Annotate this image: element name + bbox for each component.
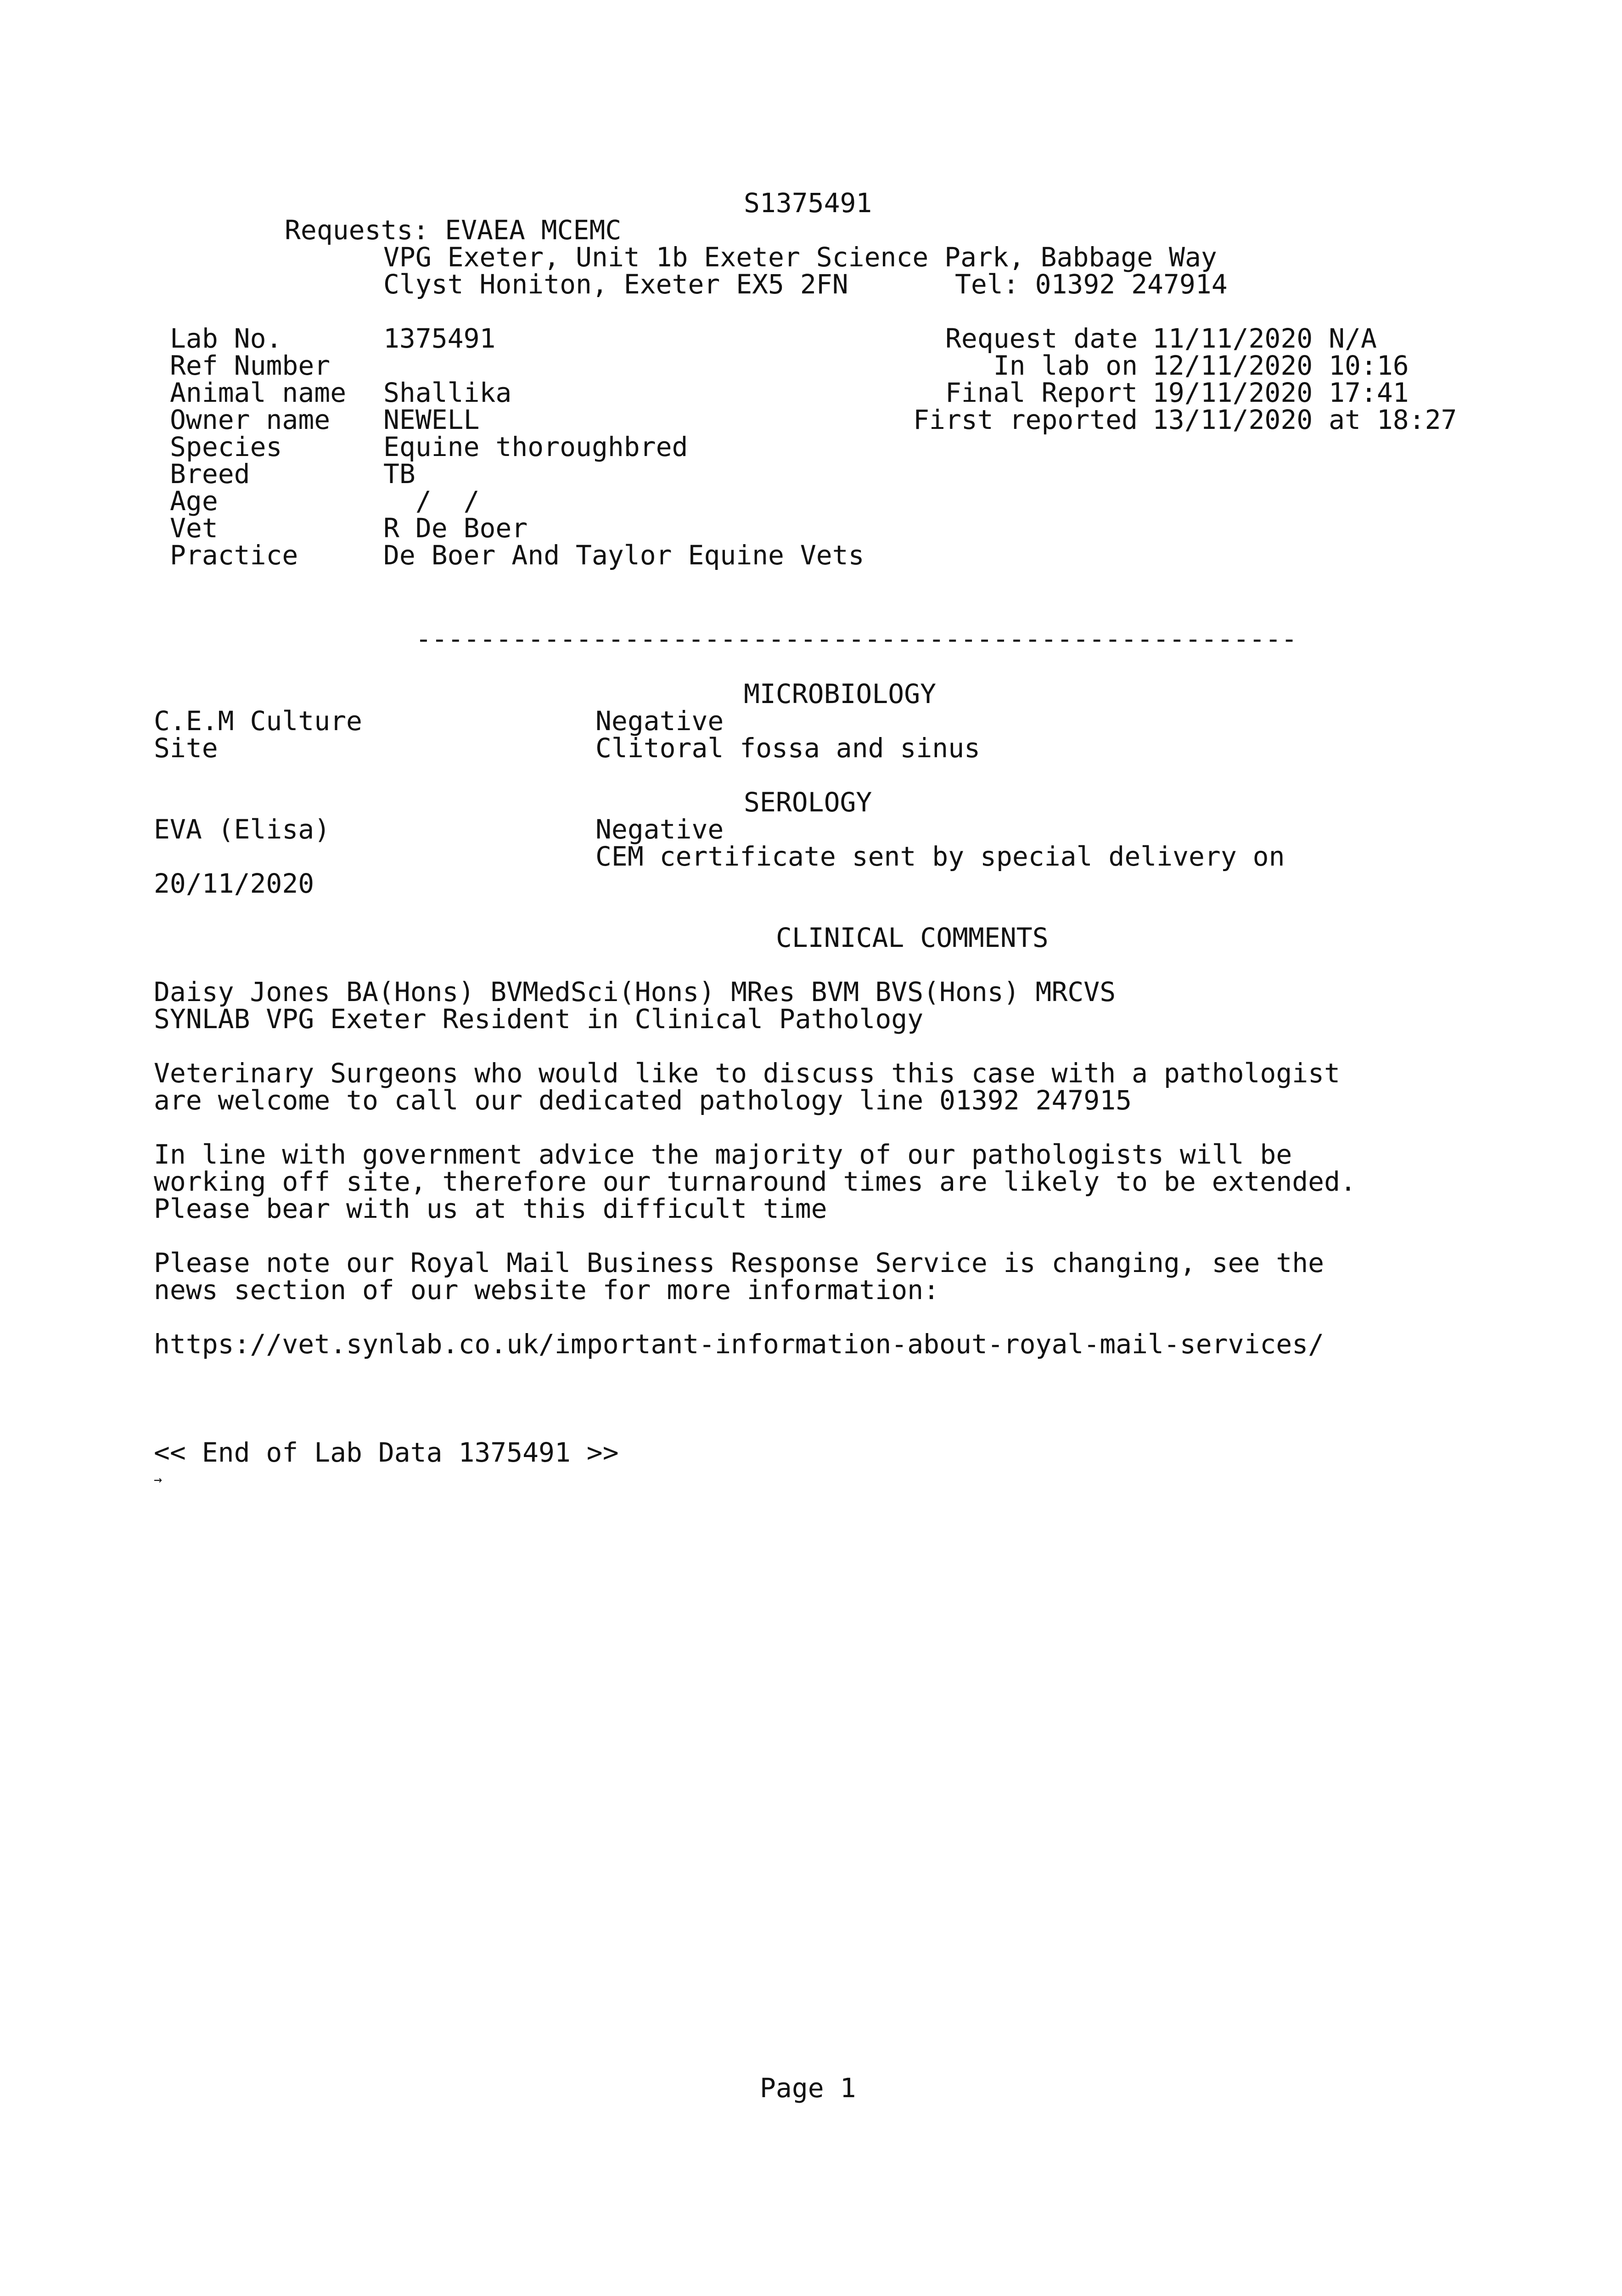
end-of-lab-data: << End of Lab Data 1375491 >> [154, 1437, 619, 1468]
arrow-icon: → [154, 1472, 163, 1488]
result-value-site: Clitoral fossa and sinus [595, 732, 981, 764]
date-value-first-reported: 13/11/2020 at 18:27 [1152, 404, 1457, 435]
field-value-lab-no: 1375491 [383, 323, 496, 354]
field-label-animal-name: Animal name [170, 377, 347, 408]
field-label-age: Age [170, 485, 218, 517]
royal-mail-info-link[interactable]: https://vet.synlab.co.uk/important-information-about-royal-mail-services/ [154, 1328, 1325, 1360]
signature-title: SYNLAB VPG Exeter Resident in Clinical Pathology [154, 1003, 924, 1035]
lab-telephone: Tel: 01392 247914 [955, 269, 1228, 300]
serology-heading: SEROLOGY [744, 787, 872, 818]
comment-para2-line3: Please bear with us at this difficult time [154, 1193, 827, 1224]
requests-line: Requests: EVAEA MCEMC [285, 214, 622, 246]
comment-para1-line1: Veterinary Surgeons who would like to discuss this case with a pathologist [154, 1058, 1341, 1089]
comment-para2-line2: working off site, therefore our turnaround times are likely to be extended. [154, 1166, 1356, 1197]
date-value-final-report: 19/11/2020 17:41 [1152, 377, 1409, 408]
result-value-eva-elisa: Negative [595, 814, 724, 845]
result-label-eva-elisa: EVA (Elisa) [154, 814, 331, 845]
lab-address-line1: VPG Exeter, Unit 1b Exeter Science Park, Babbage Way [383, 242, 1217, 273]
field-value-species: Equine thoroughbred [383, 431, 688, 462]
page-number: Page 1 [760, 2072, 856, 2104]
result-label-site: Site [154, 732, 218, 764]
report-id: S1375491 [744, 187, 872, 219]
cem-certificate-note: CEM certificate sent by special delivery on [595, 841, 1285, 872]
field-label-vet: Vet [170, 512, 218, 544]
field-value-owner-name: NEWELL [383, 404, 480, 435]
comment-para1-line2: are welcome to call our dedicated pathology line 01392 247915 [154, 1085, 1132, 1116]
comment-para2-line1: In line with government advice the majority of our pathologists will be [154, 1139, 1292, 1170]
cem-certificate-date: 20/11/2020 [154, 868, 314, 899]
result-label-cem-culture: C.E.M Culture [154, 705, 362, 737]
date-label-final-report: Final Report [945, 377, 1138, 408]
field-label-lab-no: Lab No. [170, 323, 282, 354]
field-value-animal-name: Shallika [383, 377, 512, 408]
field-label-species: Species [170, 431, 282, 462]
lab-address-line2: Clyst Honiton, Exeter EX5 2FN [383, 269, 848, 300]
field-value-age: / / [383, 485, 480, 517]
field-value-vet: R De Boer [383, 512, 528, 544]
date-value-request: 11/11/2020 N/A [1152, 323, 1377, 354]
signature-name: Daisy Jones BA(Hons) BVMedSci(Hons) MRes BVM BVS(Hons) MRCVS [154, 976, 1116, 1007]
microbiology-heading: MICROBIOLOGY [744, 678, 937, 709]
field-label-ref-number: Ref Number [170, 350, 331, 381]
field-label-practice: Practice [170, 540, 298, 571]
comment-para3-line2: news section of our website for more information: [154, 1274, 940, 1306]
field-label-breed: Breed [170, 458, 250, 490]
date-value-in-lab: 12/11/2020 10:16 [1152, 350, 1409, 381]
field-label-owner-name: Owner name [170, 404, 331, 435]
result-value-cem-culture: Negative [595, 705, 724, 737]
section-divider: ------------------------------------------------------- [415, 623, 1297, 654]
date-label-in-lab: In lab on [993, 350, 1138, 381]
field-value-practice: De Boer And Taylor Equine Vets [383, 540, 864, 571]
field-value-breed: TB [383, 458, 415, 490]
date-label-first-reported: First reported [913, 404, 1138, 435]
date-label-request: Request date [945, 323, 1138, 354]
comment-para3-line1: Please note our Royal Mail Business Response Service is changing, see the [154, 1247, 1325, 1278]
clinical-comments-heading: CLINICAL COMMENTS [776, 922, 1049, 953]
